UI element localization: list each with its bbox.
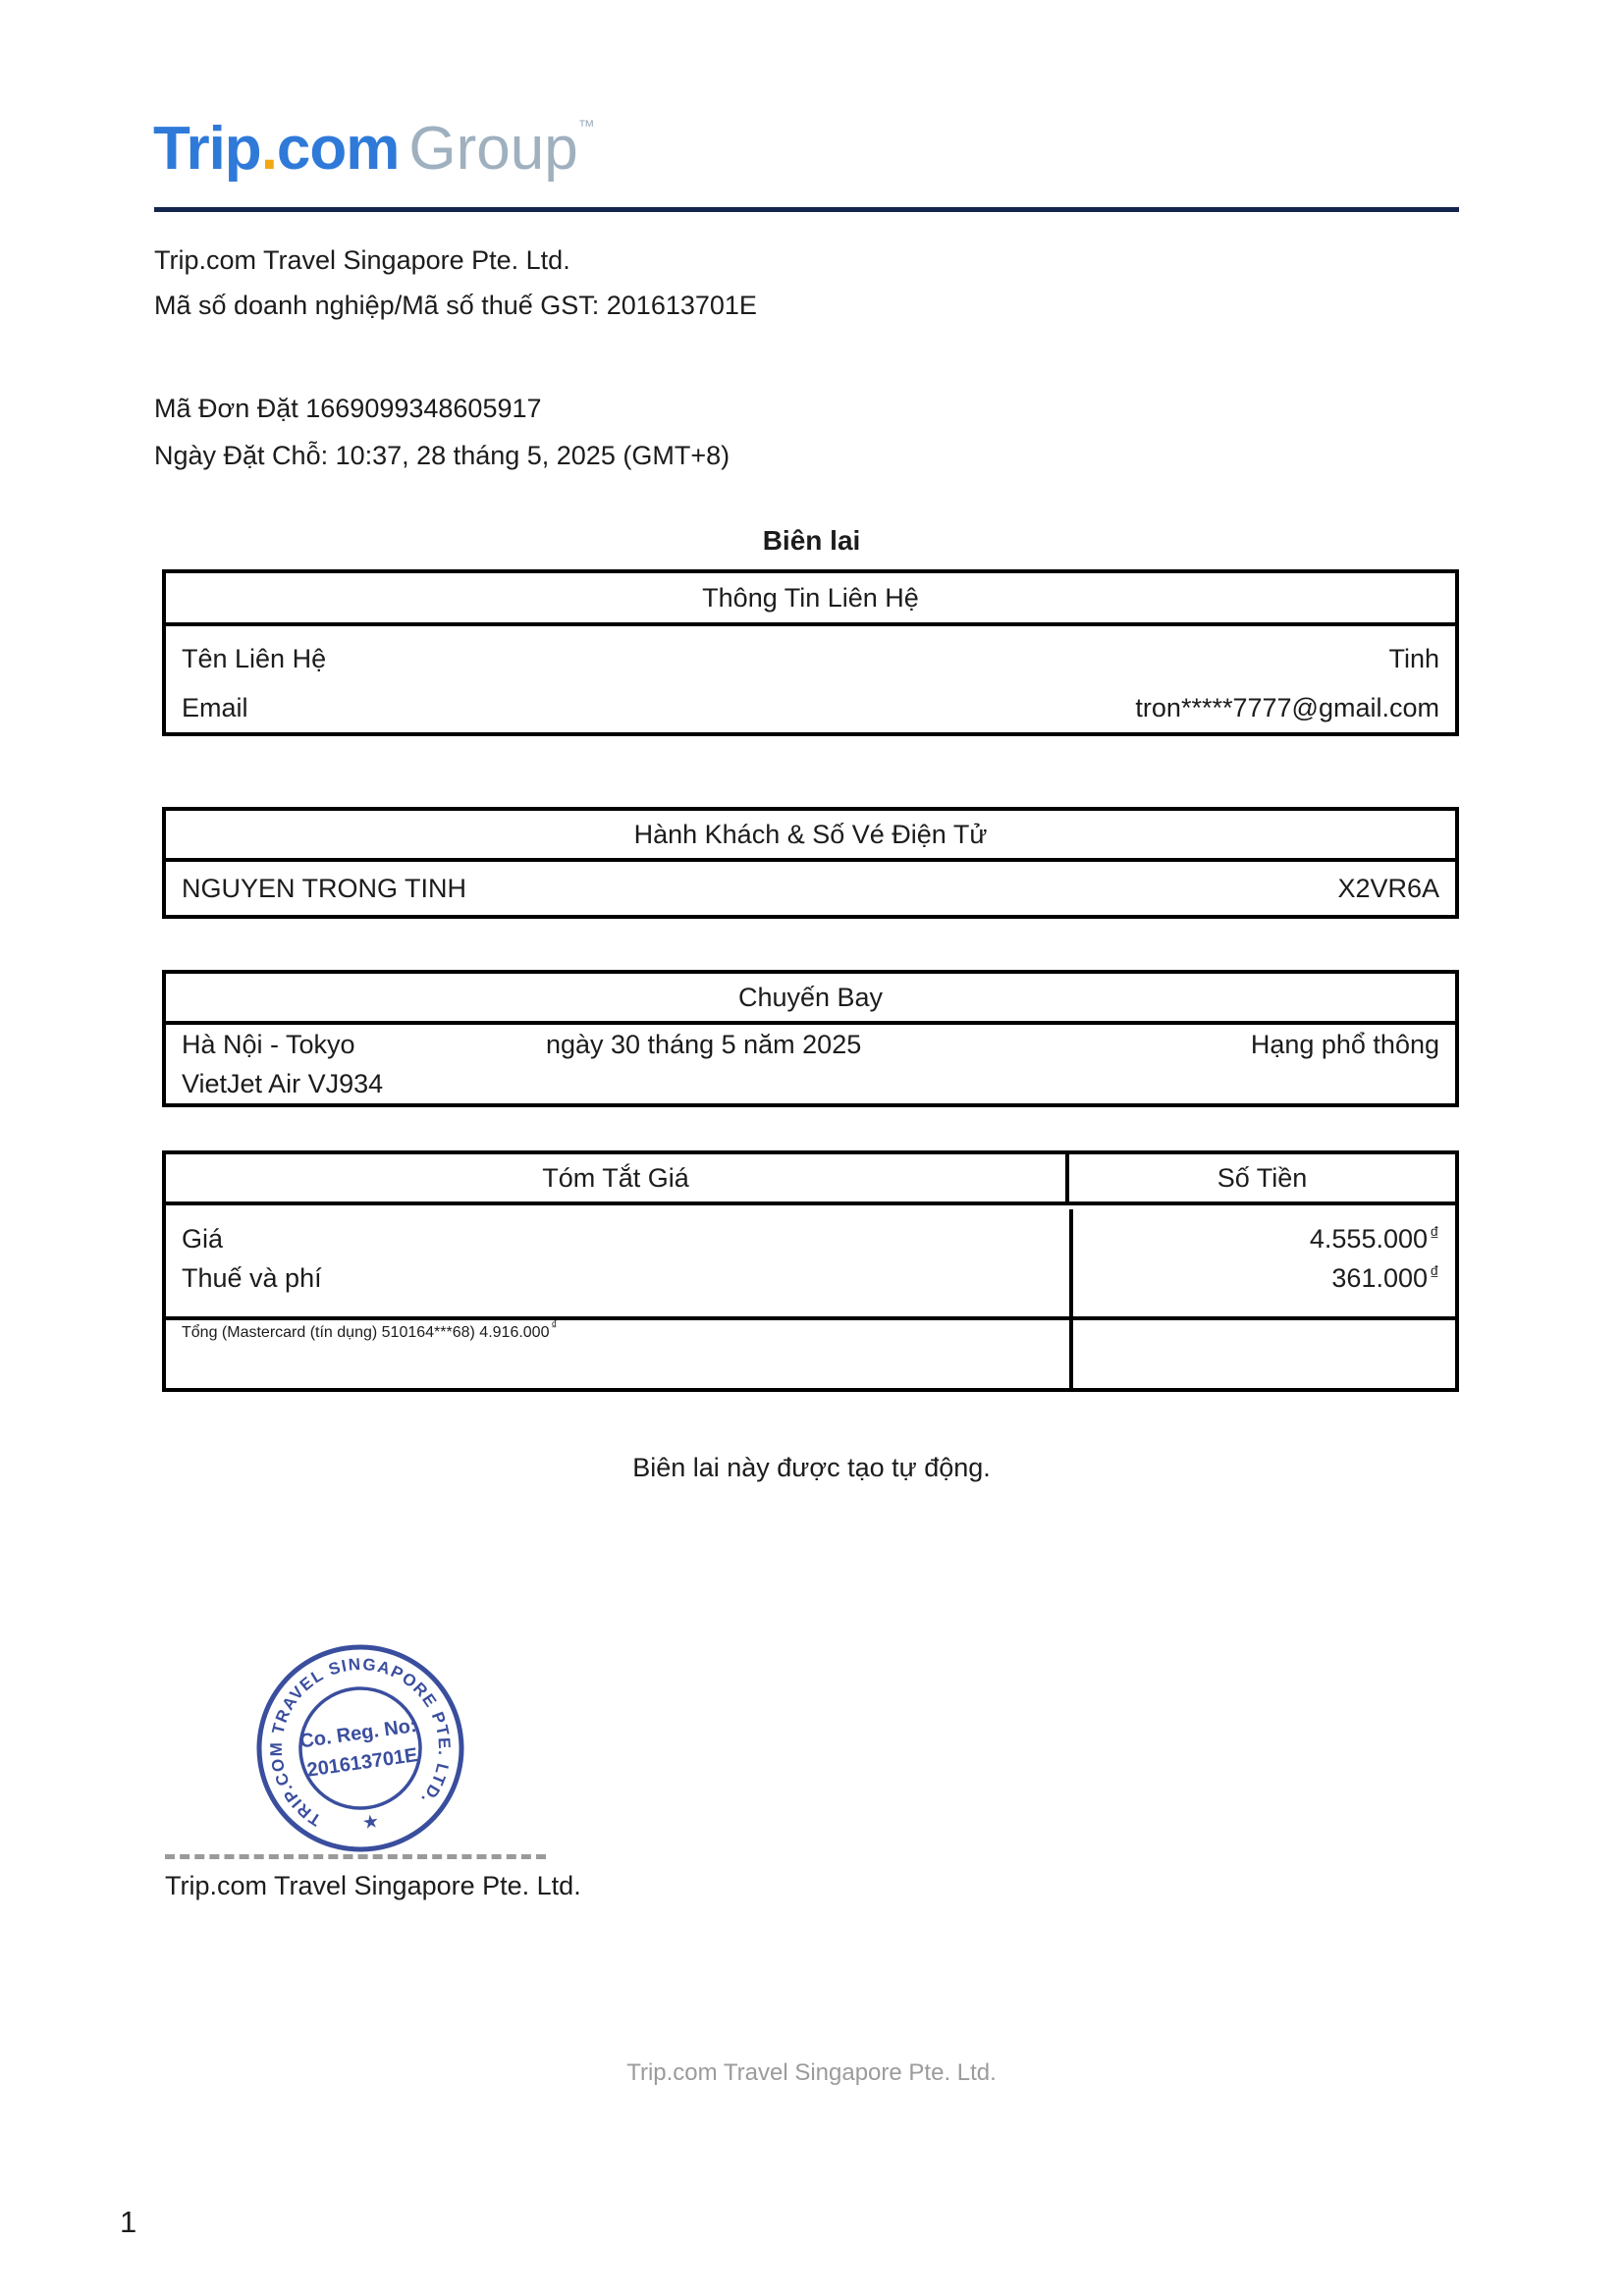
auto-generated-note: Biên lai này được tạo tự động.: [632, 1453, 991, 1482]
price-table-total: [166, 1320, 1455, 1388]
contact-table-body: [166, 626, 1455, 732]
flight-route: Hà Nội - Tokyo: [182, 1029, 355, 1059]
header-divider-rule: [154, 207, 1459, 212]
currency-symbol: ₫: [1430, 1262, 1439, 1284]
contact-email-label: Email: [182, 692, 248, 722]
flight-table-header: Chuyến Bay: [166, 974, 1455, 1025]
amount-value: 4.555.000: [1309, 1224, 1429, 1254]
logo-trip-text: Trip: [153, 115, 261, 183]
price-summary-header: Tóm Tắt Giá: [166, 1154, 1069, 1201]
trademark-symbol: ™: [577, 117, 595, 135]
price-table-header-row: [166, 1154, 1455, 1205]
table-row: [166, 1258, 1455, 1298]
company-tax-id: Mã số doanh nghiệp/Mã số thuế GST: 201613701E: [154, 291, 757, 320]
table-row: [166, 1219, 1455, 1258]
contact-table-header: Thông Tin Liên Hệ: [166, 573, 1455, 626]
signature-company-name: Trip.com Travel Singapore Pte. Ltd.: [165, 1871, 581, 1900]
flight-date: ngày 30 tháng 5 năm 2025: [545, 1029, 862, 1059]
tripcom-group-logo: [153, 96, 595, 183]
price-table-column-divider: [1069, 1209, 1073, 1388]
table-row: [166, 683, 1455, 732]
table-row: [166, 862, 1455, 915]
table-row: [166, 1320, 1455, 1388]
price-summary-table: [162, 1150, 1459, 1392]
page-title: Biên lai: [762, 525, 861, 556]
contact-info-table: [162, 569, 1459, 736]
logo-com-text: com: [276, 115, 400, 183]
logo-group-text: Group: [408, 115, 578, 183]
currency-symbol: ₫: [551, 1320, 558, 1332]
table-row: [166, 634, 1455, 683]
footer-company-name: Trip.com Travel Singapore Pte. Ltd.: [626, 2059, 997, 2086]
stamp-ring-text: TRIP.COM TRAVEL SINGAPORE PTE. LTD.: [266, 1654, 455, 1830]
total-amount: [479, 1320, 572, 1341]
price-label: Giá: [182, 1223, 224, 1254]
price-amount: [1069, 1223, 1455, 1255]
booking-date: Ngày Đặt Chỗ: 10:37, 28 tháng 5, 2025 (GMT+8): [154, 441, 730, 470]
passenger-table-header: Hành Khách & Số Vé Điện Tử: [166, 811, 1455, 862]
logo-dot: .: [260, 115, 277, 183]
flight-table: [162, 970, 1459, 1107]
table-row: [166, 1064, 1455, 1103]
price-table-body: [166, 1205, 1455, 1320]
passenger-ticket-table: [162, 807, 1459, 919]
amount-value: 361.000: [1331, 1263, 1429, 1293]
contact-name-value: Tinh: [1388, 643, 1439, 673]
currency-symbol: ₫: [1430, 1223, 1439, 1245]
company-seal-stamp: [247, 1635, 473, 1861]
passenger-name: NGUYEN TRONG TINH: [182, 873, 467, 903]
table-row: [166, 1025, 1455, 1064]
company-name: Trip.com Travel Singapore Pte. Ltd.: [154, 245, 570, 275]
flight-number: VietJet Air VJ934: [182, 1068, 384, 1098]
tax-fee-label: Thuế và phí: [182, 1262, 322, 1293]
total-label: Tổng (Mastercard (tín dụng) 510164***68): [182, 1324, 475, 1341]
amount-value: 4.916.000: [479, 1324, 550, 1341]
signature-dashed-line: [165, 1854, 546, 1859]
ticket-code: X2VR6A: [1337, 873, 1439, 903]
amount-header: Số Tiền: [1217, 1162, 1308, 1193]
tax-fee-amount: [1069, 1262, 1455, 1294]
star-icon: ★: [360, 1811, 381, 1835]
stamp-reg-label: Co. Reg. No:: [298, 1714, 418, 1753]
contact-email-value: tron*****7777@gmail.com: [1135, 692, 1439, 722]
booking-order-id: Mã Đơn Đặt 1669099348605917: [154, 394, 542, 423]
stamp-reg-number: 201613701E: [305, 1744, 419, 1782]
cabin-class: Hạng phổ thông: [1250, 1029, 1439, 1059]
page-number: 1: [120, 2205, 137, 2239]
contact-name-label: Tên Liên Hệ: [182, 643, 327, 673]
